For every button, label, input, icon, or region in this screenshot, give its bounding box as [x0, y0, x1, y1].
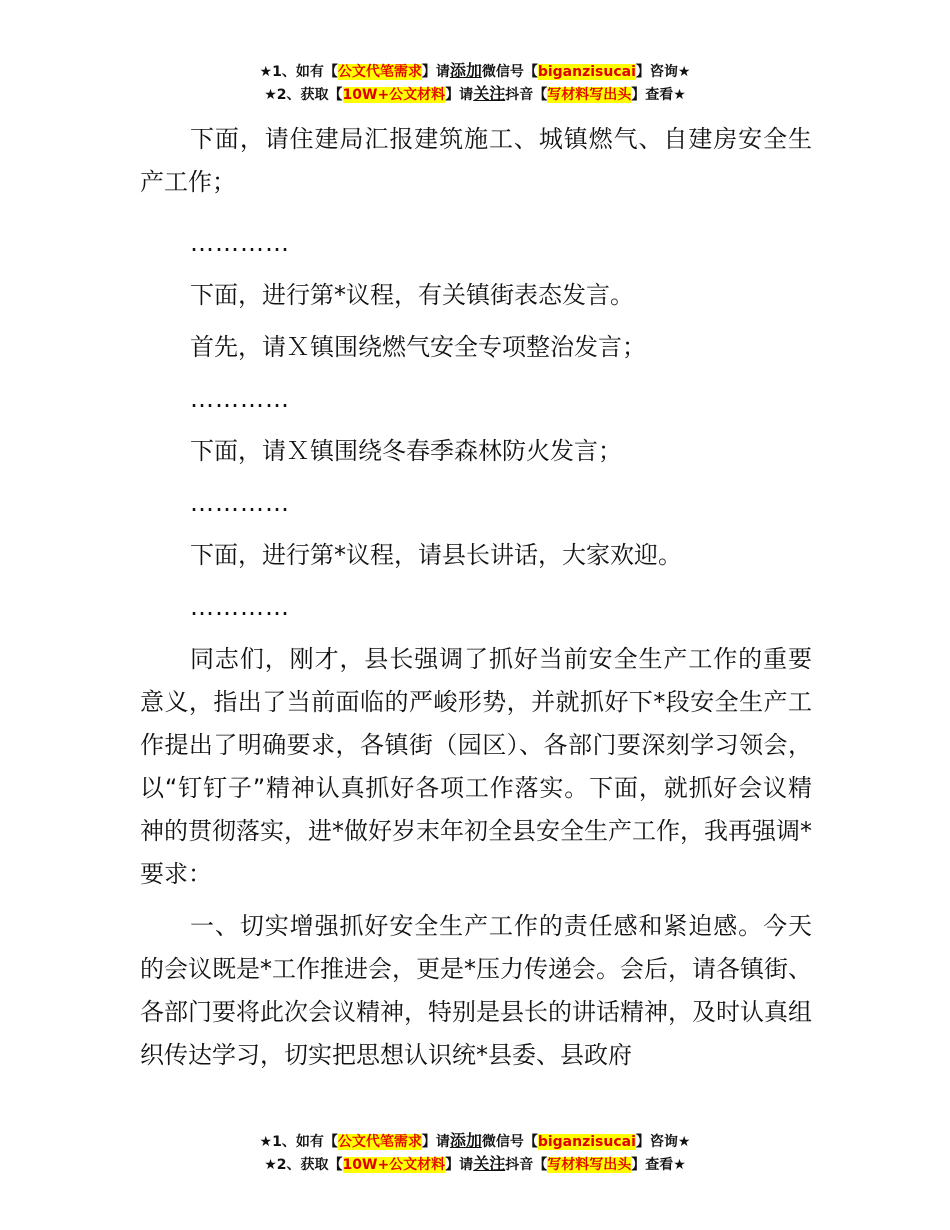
banner-text: 抖音【 — [505, 1157, 548, 1173]
banner-text: 】咨询★ — [635, 1134, 691, 1150]
banner-line-2 — [0, 83, 950, 106]
banner-underlined: 添加 — [449, 1131, 482, 1150]
banner-text: 】请 — [445, 87, 474, 103]
paragraph: 下面，请住建局汇报建筑施工、城镇燃气、自建房安全生产工作； — [140, 125, 812, 196]
banner-line-1 — [0, 1130, 950, 1153]
banner-text: ★1、如有【 — [259, 1134, 338, 1150]
paragraph: 下面，进行第*议程，有关镇街表态发言。 — [190, 281, 634, 309]
paragraph: 下面，请Ｘ镇围绕冬春季森林防火发言； — [190, 437, 622, 465]
banner-text: ★1、如有【 — [259, 64, 338, 80]
banner-text: 抖音【 — [505, 87, 548, 103]
banner-highlight: 10W+公文材料 — [342, 87, 446, 103]
paragraph: 一、切实增强抓好安全生产工作的责任感和紧迫感。今天的会议既是*工作推进会，更是*压力传递会。会后，请各镇街、各部门要将此次会议精神，特别是县长的讲话精神，及时认真组织传达学习，切实把思想认识统*县委、县政府 — [140, 912, 812, 1069]
banner-text: 】查看★ — [631, 1157, 686, 1173]
banner-text: 】请 — [421, 64, 450, 80]
banner-highlight: biganzisucai — [537, 64, 636, 80]
banner-highlight: 写材料写出头 — [547, 1157, 632, 1173]
banner-highlight: 写材料写出头 — [547, 87, 632, 103]
ellipsis-line: ………… — [190, 489, 290, 517]
footer-banner — [0, 1130, 950, 1176]
banner-text: 】查看★ — [631, 87, 686, 103]
banner-line-2 — [0, 1153, 950, 1176]
ellipsis-line: ………… — [190, 229, 290, 257]
banner-underlined: 关注 — [473, 1154, 506, 1173]
banner-highlight: biganzisucai — [537, 1134, 636, 1150]
paragraph: 下面，进行第*议程，请县长讲话，大家欢迎。 — [190, 541, 682, 569]
banner-highlight: 公文代笔需求 — [337, 64, 422, 80]
banner-text: ★2、获取【 — [264, 1157, 343, 1173]
banner-line-1 — [0, 60, 950, 83]
ellipsis-line: ………… — [190, 385, 290, 413]
banner-underlined: 关注 — [473, 84, 506, 103]
banner-text: ★2、获取【 — [264, 87, 343, 103]
banner-text: 微信号【 — [481, 64, 538, 80]
document-body — [140, 118, 812, 1086]
banner-highlight: 10W+公文材料 — [342, 1157, 446, 1173]
banner-text: 】请 — [421, 1134, 450, 1150]
banner-highlight: 公文代笔需求 — [337, 1134, 422, 1150]
banner-text: 】请 — [445, 1157, 474, 1173]
header-banner — [0, 60, 950, 106]
paragraph: 首先，请Ｘ镇围绕燃气安全专项整治发言； — [190, 333, 646, 361]
banner-text: 微信号【 — [481, 1134, 538, 1150]
banner-text: 】咨询★ — [635, 64, 691, 80]
paragraph: 同志们，刚才，县长强调了抓好当前安全生产工作的重要意义，指出了当前面临的严峻形势，并就抓好下*段安全生产工作提出了明确要求，各镇街（园区）、各部门要深刻学习领会，以“钉钉子”精神认真抓好各项工作落实。下面，就抓好会议精神的贯彻落实，进*做好岁末年初全县安全生产工作，我再强调*要求： — [140, 645, 812, 888]
banner-underlined: 添加 — [449, 61, 482, 80]
ellipsis-line: ………… — [190, 593, 290, 621]
